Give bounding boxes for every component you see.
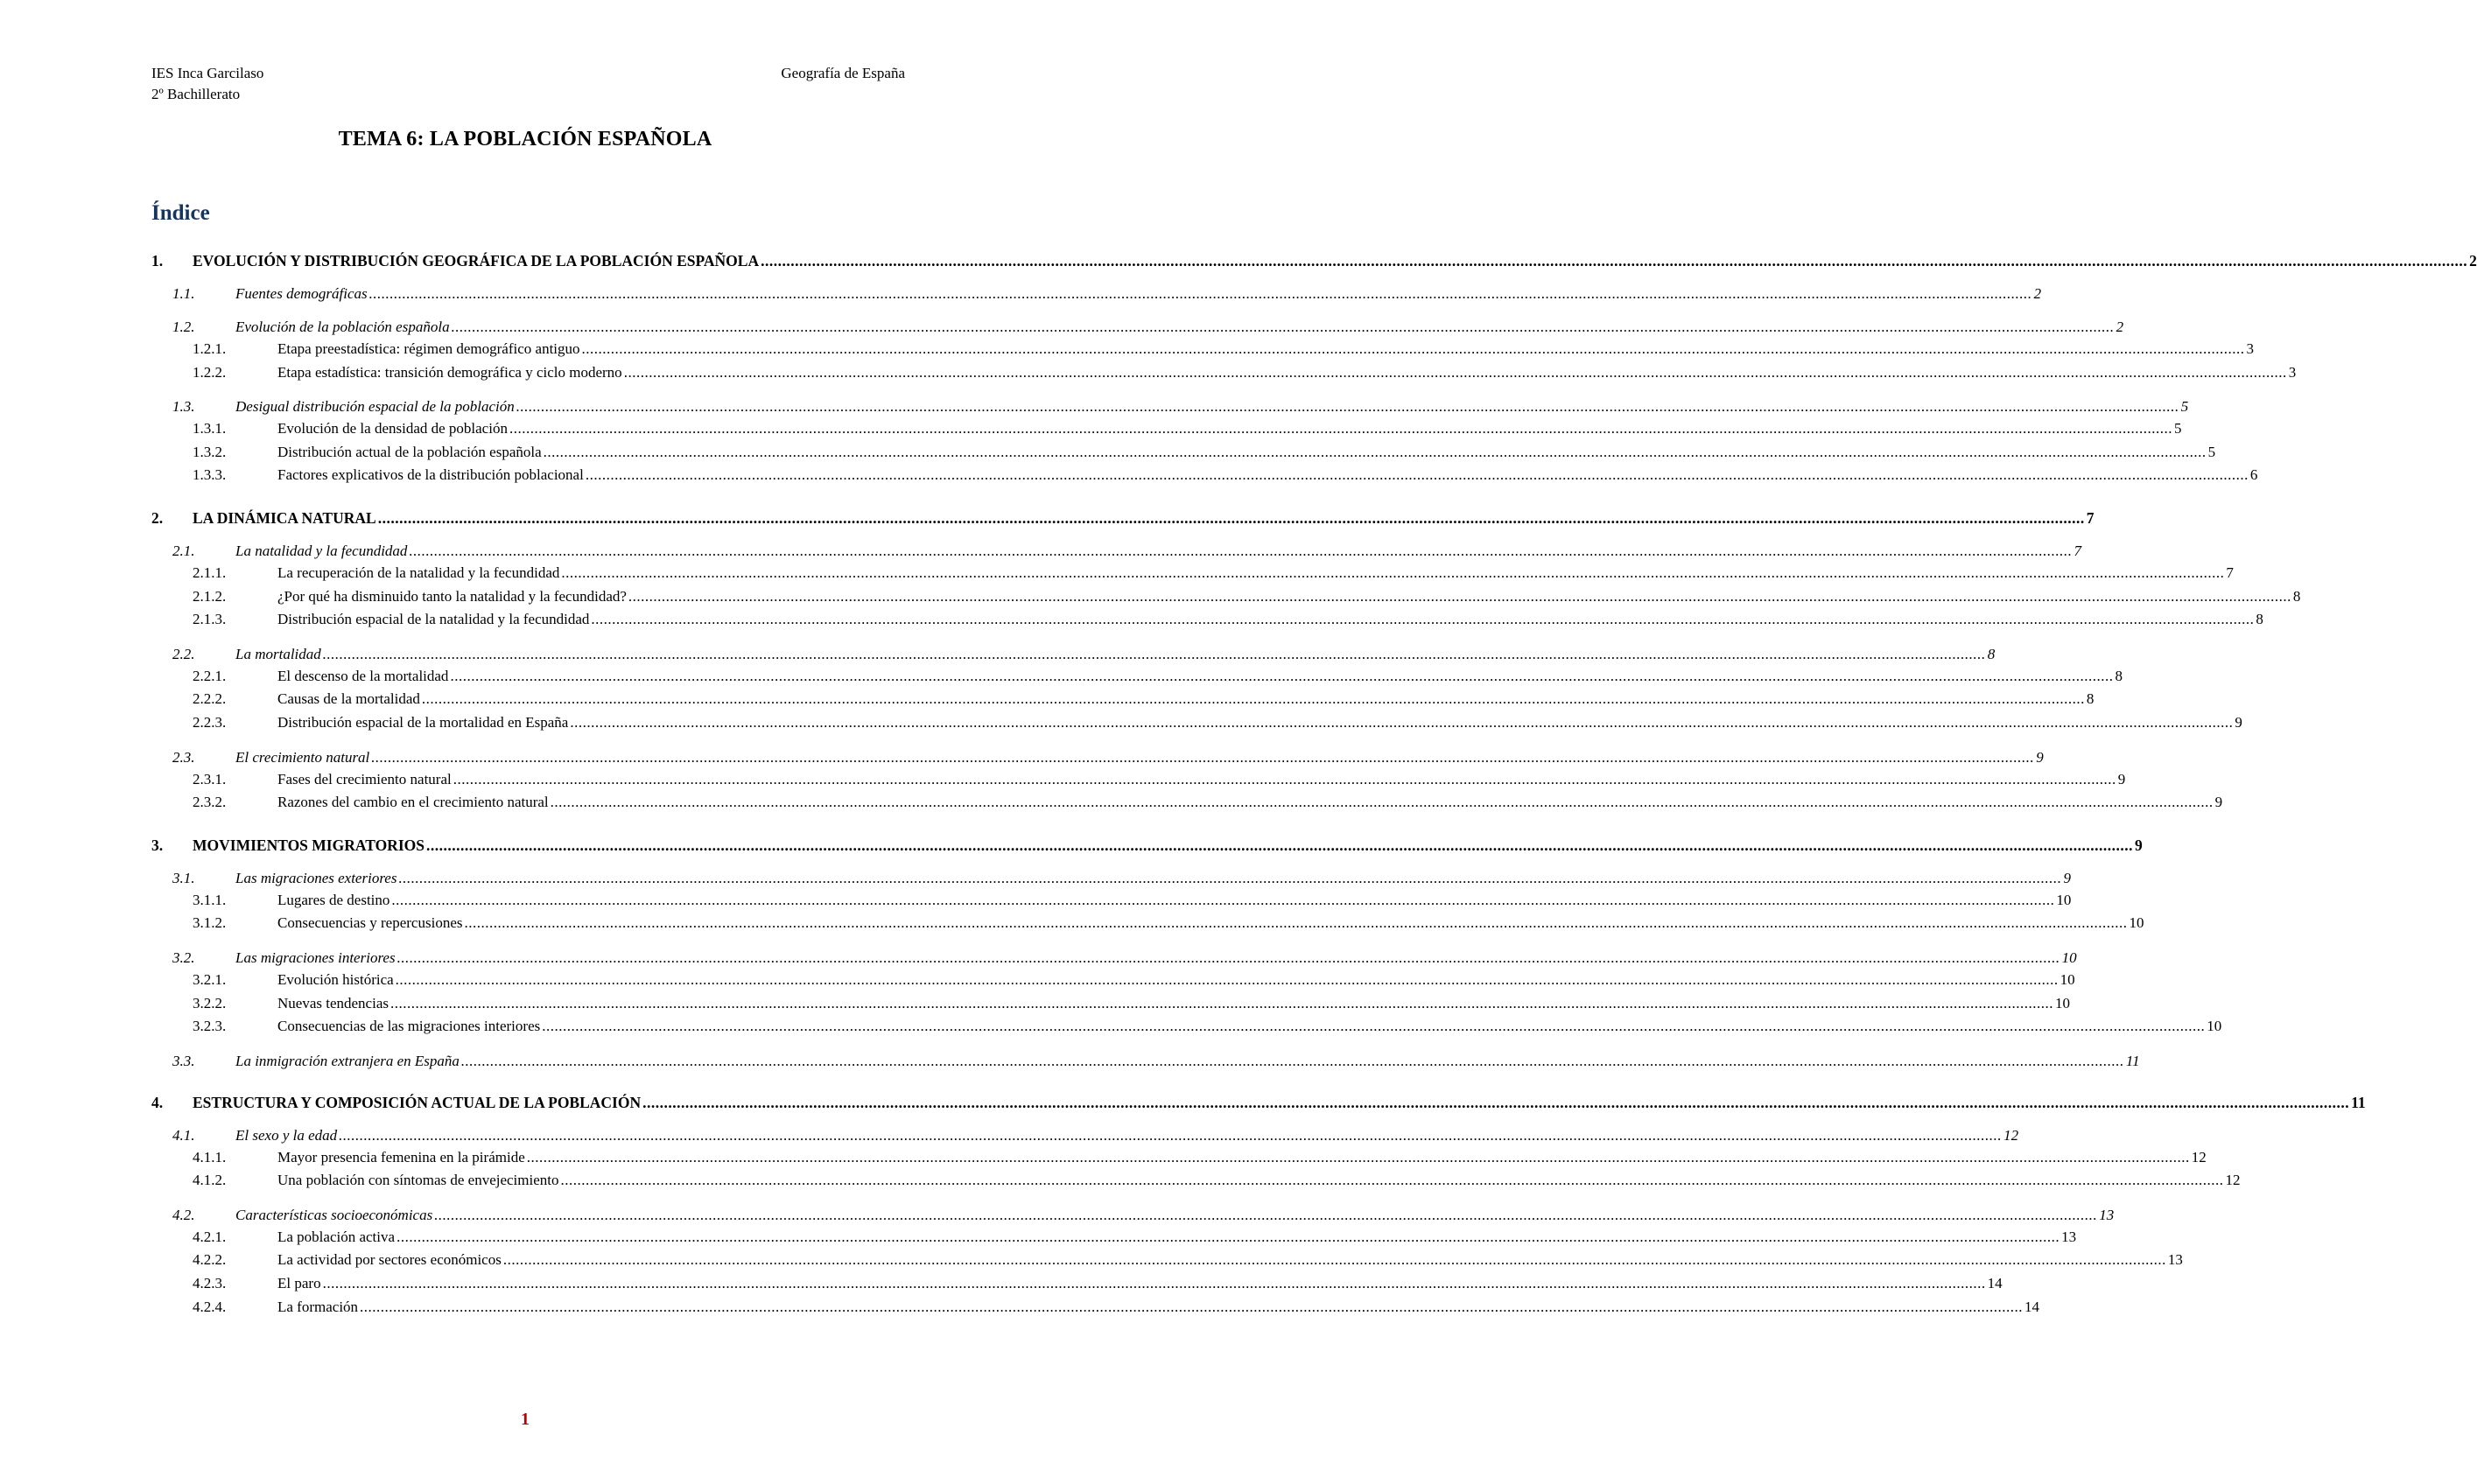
toc-entry-page: 7 bbox=[2226, 564, 2234, 581]
header-left bbox=[151, 63, 263, 105]
toc-entry-page: 9 bbox=[2134, 836, 2143, 854]
toc-entry-3-1[interactable] bbox=[151, 867, 2071, 889]
toc-entry-page: 5 bbox=[2180, 398, 2189, 416]
toc-entry-page: 7 bbox=[2086, 508, 2095, 527]
toc-entry-page: 2 bbox=[2116, 318, 2124, 335]
toc-entry-number: 4.1.2. bbox=[193, 1172, 227, 1189]
toc-entry-text: El crecimiento natural bbox=[235, 748, 370, 766]
toc-entry-1-3-3[interactable] bbox=[151, 464, 2258, 487]
toc-entry-1-2-1[interactable] bbox=[151, 338, 2255, 361]
toc-entry-number: 1.2.1. bbox=[193, 340, 227, 357]
toc-entry-4-1-1[interactable] bbox=[151, 1146, 2207, 1170]
toc-entry-text: El paro bbox=[277, 1275, 321, 1292]
toc-entry-page: 14 bbox=[1987, 1275, 2003, 1292]
toc-entry-page: 5 bbox=[2207, 443, 2216, 460]
toc-dot-leader: ................................................................................................................................................................................................................................................................................................................................................................................................................ bbox=[391, 891, 2055, 908]
toc-entry-text: Las migraciones interiores bbox=[235, 948, 396, 966]
toc-entry-text: La población activa bbox=[277, 1228, 396, 1245]
toc-entry-1-3-1[interactable] bbox=[151, 417, 2182, 441]
header-course: 2º Bachillerato bbox=[151, 86, 241, 102]
toc-dot-leader: ................................................................................................................................................................................................................................................................................................................................................................................................................ bbox=[409, 542, 2073, 559]
toc-dot-leader: ................................................................................................................................................................................................................................................................................................................................................................................................................ bbox=[322, 1275, 1986, 1292]
document-title: TEMA 6: LA POBLACIÓN ESPAÑOLA bbox=[338, 128, 712, 150]
toc-entry-text: ¿Por qué ha disminuido tanto la natalidad y la fecundidad? bbox=[277, 587, 627, 605]
toc-entry-page: 6 bbox=[2249, 466, 2258, 484]
toc-entry-text: La actividad por sectores económicos bbox=[277, 1251, 502, 1269]
toc-entry-number: 3.3. bbox=[172, 1052, 195, 1069]
toc-entry-text: Etapa estadística: transición demográfica y ciclo moderno bbox=[277, 363, 622, 381]
toc-entry-4-2-3[interactable] bbox=[151, 1272, 2003, 1296]
toc-entry-text: Características socioeconómicas bbox=[235, 1206, 433, 1223]
toc-dot-leader: ................................................................................................................................................................................................................................................................................................................................................................................................................ bbox=[561, 564, 2225, 581]
toc-entry-number: 4.1.1. bbox=[193, 1148, 227, 1166]
toc-entry-text: Nuevas tendencias bbox=[277, 994, 389, 1012]
page-header bbox=[151, 63, 905, 105]
toc-entry-number: 1.3. bbox=[172, 398, 195, 416]
toc-dot-leader: ................................................................................................................................................................................................................................................................................................................................................................................................................ bbox=[434, 1206, 2098, 1223]
toc-entry-number: 1. bbox=[151, 252, 164, 270]
toc-dot-leader: ................................................................................................................................................................................................................................................................................................................................................................................................................ bbox=[542, 1018, 2206, 1035]
toc-entry-text: Consecuencias de las migraciones interiores bbox=[277, 1018, 541, 1035]
toc-dot-leader: ................................................................................................................................................................................................................................................................................................................................................................................................................ bbox=[377, 508, 2085, 527]
toc-dot-leader: ................................................................................................................................................................................................................................................................................................................................................................................................................ bbox=[339, 1126, 2003, 1144]
toc-dot-leader: ................................................................................................................................................................................................................................................................................................................................................................................................................ bbox=[450, 667, 2114, 684]
toc-dot-leader: ................................................................................................................................................................................................................................................................................................................................................................................................................ bbox=[368, 285, 2032, 302]
toc-entry-2-1-2[interactable] bbox=[151, 585, 2301, 609]
toc-entry-text: Consecuencias y repercusiones bbox=[277, 914, 463, 932]
toc-entry-number: 1.2. bbox=[172, 318, 195, 335]
toc-entry-number: 2.2.2. bbox=[193, 690, 227, 708]
toc-entry-number: 4.2.2. bbox=[193, 1251, 227, 1269]
toc-dot-leader: ................................................................................................................................................................................................................................................................................................................................................................................................................ bbox=[516, 398, 2179, 416]
toc-entry-page: 11 bbox=[2125, 1052, 2140, 1069]
toc-entry-number: 2.2.3. bbox=[193, 713, 227, 731]
toc-entry-page: 8 bbox=[2086, 690, 2095, 708]
toc-dot-leader: ................................................................................................................................................................................................................................................................................................................................................................................................................ bbox=[642, 1093, 2350, 1111]
toc-entry-page: 12 bbox=[2225, 1172, 2241, 1189]
toc-entry-text: Una población con síntomas de envejecimiento bbox=[277, 1172, 559, 1189]
toc-entry-page: 10 bbox=[2129, 914, 2144, 932]
toc-entry-number: 3.2.3. bbox=[193, 1018, 227, 1035]
toc-entry-page: 2 bbox=[2033, 285, 2042, 302]
toc-entry-number: 4.1. bbox=[172, 1126, 195, 1144]
toc-entry-number: 2.2. bbox=[172, 645, 195, 662]
toc-entry-page: 8 bbox=[2115, 667, 2123, 684]
toc-entry-page: 7 bbox=[2074, 542, 2081, 559]
toc-entry-page: 9 bbox=[2036, 748, 2044, 766]
toc-entry-number: 3.2. bbox=[172, 948, 195, 966]
toc-entry-text: La formación bbox=[277, 1298, 359, 1315]
toc-entry-page: 10 bbox=[2207, 1018, 2222, 1035]
toc-entry-number: 4.2. bbox=[172, 1206, 195, 1223]
toc-dot-leader: ................................................................................................................................................................................................................................................................................................................................................................................................................ bbox=[360, 1298, 2024, 1315]
toc-entry-number: 4.2.3. bbox=[193, 1275, 227, 1292]
toc-entry-number: 2. bbox=[151, 508, 164, 527]
toc-entry-text: Evolución de la densidad de población bbox=[277, 420, 508, 438]
toc-entry-4-2-2[interactable] bbox=[151, 1249, 2183, 1272]
toc-entry-text: Fases del crecimiento natural bbox=[277, 770, 452, 788]
toc-entry-number: 1.3.1. bbox=[193, 420, 227, 438]
toc-entry-page: 9 bbox=[2117, 770, 2126, 788]
toc-entry-page: 12 bbox=[2191, 1148, 2207, 1166]
toc-dot-leader: ................................................................................................................................................................................................................................................................................................................................................................................................................ bbox=[421, 690, 2085, 708]
toc-entry-number: 2.3.1. bbox=[193, 770, 227, 788]
toc-entry-number: 3.2.1. bbox=[193, 970, 227, 988]
toc-entry-page: 8 bbox=[2256, 611, 2263, 628]
toc-entry-text: Causas de la mortalidad bbox=[277, 690, 420, 708]
toc-entry-text: La natalidad y la fecundidad bbox=[235, 542, 408, 559]
toc-entry-number: 2.1. bbox=[172, 542, 195, 559]
toc-entry-page: 3 bbox=[2288, 363, 2297, 381]
toc-entry-number: 2.3. bbox=[172, 748, 195, 766]
toc-entry-number: 3. bbox=[151, 836, 164, 854]
toc-entry-1-3[interactable] bbox=[151, 396, 2189, 417]
toc-entry-text: Razones del cambio en el crecimiento natural bbox=[277, 794, 549, 811]
toc-dot-leader: ................................................................................................................................................................................................................................................................................................................................................................................................................ bbox=[591, 611, 2255, 628]
toc-entry-number: 2.1.2. bbox=[193, 587, 227, 605]
toc-entry-page: 13 bbox=[2061, 1228, 2077, 1245]
toc-dot-leader: ................................................................................................................................................................................................................................................................................................................................................................................................................ bbox=[543, 443, 2207, 460]
toc-entry-text: Mayor presencia femenina en la pirámide bbox=[277, 1148, 525, 1166]
toc-entry-text: Fuentes demográficas bbox=[235, 285, 368, 302]
toc-entry-number: 3.1.1. bbox=[193, 891, 227, 908]
toc-entry-text: Evolución histórica bbox=[277, 970, 394, 988]
toc-entry-2-1[interactable] bbox=[151, 540, 2081, 562]
toc-dot-leader: ................................................................................................................................................................................................................................................................................................................................................................................................................ bbox=[570, 713, 2234, 731]
toc-entry-number: 3.1. bbox=[172, 869, 195, 886]
toc-entry-page: 13 bbox=[2167, 1251, 2183, 1269]
toc-entry-page: 8 bbox=[2292, 587, 2301, 605]
toc-entry-page: 10 bbox=[2059, 970, 2075, 988]
toc-entry-text: MOVIMIENTOS MIGRATORIOS bbox=[193, 836, 425, 854]
toc-dot-leader: ................................................................................................................................................................................................................................................................................................................................................................................................................ bbox=[509, 420, 2172, 438]
toc-entry-text: La mortalidad bbox=[235, 645, 321, 662]
toc-dot-leader: ................................................................................................................................................................................................................................................................................................................................................................................................................ bbox=[502, 1251, 2166, 1269]
toc-entry-4-2-4[interactable] bbox=[151, 1296, 2040, 1320]
toc-entry-number: 3.1.2. bbox=[193, 914, 227, 932]
toc-dot-leader: ................................................................................................................................................................................................................................................................................................................................................................................................................ bbox=[453, 770, 2116, 788]
toc-entry-2-3[interactable] bbox=[151, 746, 2044, 768]
toc-entry-number: 4.2.1. bbox=[193, 1228, 227, 1245]
toc-entry-text: Lugares de destino bbox=[277, 891, 390, 908]
toc-dot-leader: ................................................................................................................................................................................................................................................................................................................................................................................................................ bbox=[623, 363, 2287, 381]
toc-entry-text: EVOLUCIÓN Y DISTRIBUCIÓN GEOGRÁFICA DE LA POBLACIÓN ESPAÑOLA bbox=[193, 252, 760, 270]
toc-entry-text: Factores explicativos de la distribución poblacional bbox=[277, 466, 584, 484]
toc-entry-text: La recuperación de la natalidad y la fecundidad bbox=[277, 564, 560, 581]
toc-entry-text: ESTRUCTURA Y COMPOSICIÓN ACTUAL DE LA POBLACIÓN bbox=[193, 1093, 642, 1111]
toc-dot-leader: ................................................................................................................................................................................................................................................................................................................................................................................................................ bbox=[398, 869, 2062, 886]
toc-dot-leader: ................................................................................................................................................................................................................................................................................................................................................................................................................ bbox=[451, 318, 2115, 335]
toc-entry-number: 1.3.3. bbox=[193, 466, 227, 484]
toc-entry-3[interactable] bbox=[151, 835, 2143, 856]
toc-dot-leader: ................................................................................................................................................................................................................................................................................................................................................................................................................ bbox=[628, 587, 2291, 605]
toc-dot-leader: ................................................................................................................................................................................................................................................................................................................................................................................................................ bbox=[371, 748, 2035, 766]
toc-entry-page: 11 bbox=[2351, 1093, 2366, 1111]
toc-entry-page: 9 bbox=[2235, 713, 2242, 731]
toc-entry-number: 4.2.4. bbox=[193, 1298, 227, 1315]
toc-entry-4[interactable] bbox=[151, 1092, 2366, 1113]
toc-entry-number: 3.2.2. bbox=[193, 994, 227, 1012]
toc-dot-leader: ................................................................................................................................................................................................................................................................................................................................................................................................................ bbox=[761, 252, 2468, 270]
page-number: 1 bbox=[521, 1410, 530, 1429]
toc-entry-2-2[interactable] bbox=[151, 643, 1996, 665]
toc-dot-leader: ................................................................................................................................................................................................................................................................................................................................................................................................................ bbox=[526, 1148, 2190, 1166]
toc-entry-number: 1.2.2. bbox=[193, 363, 227, 381]
toc-entry-text: Las migraciones exteriores bbox=[235, 869, 397, 886]
toc-entry-page: 10 bbox=[2054, 994, 2070, 1012]
toc-dot-leader: ................................................................................................................................................................................................................................................................................................................................................................................................................ bbox=[460, 1052, 2124, 1069]
toc-dot-leader: ................................................................................................................................................................................................................................................................................................................................................................................................................ bbox=[560, 1172, 2224, 1189]
toc-entry-text: Evolución de la población española bbox=[235, 318, 450, 335]
toc-entry-page: 9 bbox=[2063, 869, 2071, 886]
toc-entry-number: 2.1.3. bbox=[193, 611, 227, 628]
header-subject: Geografía de España bbox=[781, 65, 905, 81]
toc-entry-page: 2 bbox=[2469, 252, 2477, 270]
toc-entry-1-2-2[interactable] bbox=[151, 361, 2297, 385]
toc-entry-number: 2.2.1. bbox=[193, 667, 227, 684]
toc-entry-4-1[interactable] bbox=[151, 1124, 2019, 1146]
toc-entry-2-3-1[interactable] bbox=[151, 768, 2126, 792]
toc-entry-text: Desigual distribución espacial de la población bbox=[235, 398, 515, 416]
toc-entry-page: 8 bbox=[1987, 645, 1996, 662]
toc-entry-2-2-2[interactable] bbox=[151, 688, 2095, 711]
toc-dot-leader: ................................................................................................................................................................................................................................................................................................................................................................................................................ bbox=[425, 836, 2133, 854]
toc-entry-number: 1.1. bbox=[172, 285, 195, 302]
toc-dot-leader: ................................................................................................................................................................................................................................................................................................................................................................................................................ bbox=[585, 466, 2249, 484]
toc-entry-2-1-1[interactable] bbox=[151, 562, 2234, 585]
toc-entry-2[interactable] bbox=[151, 508, 2095, 528]
toc-entry-text: Distribución espacial de la natalidad y la fecundidad bbox=[277, 611, 590, 628]
toc-entry-number: 4. bbox=[151, 1093, 164, 1111]
toc-entry-3-2[interactable] bbox=[151, 947, 2077, 969]
toc-entry-text: LA DINÁMICA NATURAL bbox=[193, 508, 376, 527]
toc-entry-text: El sexo y la edad bbox=[235, 1126, 338, 1144]
toc-dot-leader: ................................................................................................................................................................................................................................................................................................................................................................................................................ bbox=[581, 340, 2245, 357]
toc-entry-4-2[interactable] bbox=[151, 1204, 2115, 1226]
toc-entry-4-1-2[interactable] bbox=[151, 1169, 2241, 1193]
toc-dot-leader: ................................................................................................................................................................................................................................................................................................................................................................................................................ bbox=[389, 994, 2053, 1012]
toc-entry-2-3-2[interactable] bbox=[151, 791, 2223, 815]
toc-dot-leader: ................................................................................................................................................................................................................................................................................................................................................................................................................ bbox=[322, 645, 1986, 662]
toc-entry-text: La inmigración extranjera en España bbox=[235, 1052, 460, 1069]
toc-entry-page: 13 bbox=[2099, 1206, 2115, 1223]
toc-dot-leader: ................................................................................................................................................................................................................................................................................................................................................................................................................ bbox=[396, 948, 2060, 966]
toc-entry-1[interactable] bbox=[151, 250, 2477, 271]
toc-entry-1-1[interactable] bbox=[151, 283, 2042, 304]
toc-entry-3-2-1[interactable] bbox=[151, 969, 2075, 992]
toc-entry-2-2-3[interactable] bbox=[151, 711, 2242, 735]
toc-entry-3-3[interactable] bbox=[151, 1050, 2140, 1072]
toc-entry-page: 10 bbox=[2056, 891, 2072, 908]
toc-entry-page: 5 bbox=[2173, 420, 2182, 438]
toc-entry-number: 2.1.1. bbox=[193, 564, 227, 581]
toc-entry-3-2-3[interactable] bbox=[151, 1015, 2222, 1039]
table-of-contents bbox=[151, 250, 2477, 1319]
toc-entry-page: 12 bbox=[2003, 1126, 2019, 1144]
toc-entry-3-2-2[interactable] bbox=[151, 992, 2070, 1016]
toc-entry-text: El descenso de la mortalidad bbox=[277, 667, 449, 684]
toc-heading: Índice bbox=[151, 201, 210, 225]
toc-entry-2-2-1[interactable] bbox=[151, 665, 2123, 689]
toc-entry-page: 14 bbox=[2024, 1298, 2040, 1315]
toc-entry-1-2[interactable] bbox=[151, 316, 2124, 338]
toc-entry-number: 2.3.2. bbox=[193, 794, 227, 811]
toc-entry-3-1-1[interactable] bbox=[151, 889, 2072, 913]
toc-dot-leader: ................................................................................................................................................................................................................................................................................................................................................................................................................ bbox=[396, 1228, 2060, 1245]
toc-entry-page: 10 bbox=[2061, 948, 2077, 966]
toc-dot-leader: ................................................................................................................................................................................................................................................................................................................................................................................................................ bbox=[464, 914, 2128, 932]
toc-entry-text: Etapa preestadística: régimen demográfico antiguo bbox=[277, 340, 580, 357]
header-school: IES Inca Garcilaso bbox=[151, 65, 264, 81]
toc-entry-number: 1.3.2. bbox=[193, 443, 227, 460]
toc-entry-page: 3 bbox=[2246, 340, 2255, 357]
toc-dot-leader: ................................................................................................................................................................................................................................................................................................................................................................................................................ bbox=[395, 970, 2059, 988]
toc-entry-4-2-1[interactable] bbox=[151, 1226, 2077, 1250]
toc-entry-1-3-2[interactable] bbox=[151, 441, 2216, 465]
toc-entry-page: 9 bbox=[2214, 794, 2223, 811]
toc-dot-leader: ................................................................................................................................................................................................................................................................................................................................................................................................................ bbox=[550, 794, 2214, 811]
toc-entry-text: Distribución espacial de la mortalidad en España bbox=[277, 713, 569, 731]
toc-entry-2-1-3[interactable] bbox=[151, 608, 2263, 632]
toc-entry-text: Distribución actual de la población española bbox=[277, 443, 542, 460]
toc-entry-3-1-2[interactable] bbox=[151, 912, 2144, 935]
